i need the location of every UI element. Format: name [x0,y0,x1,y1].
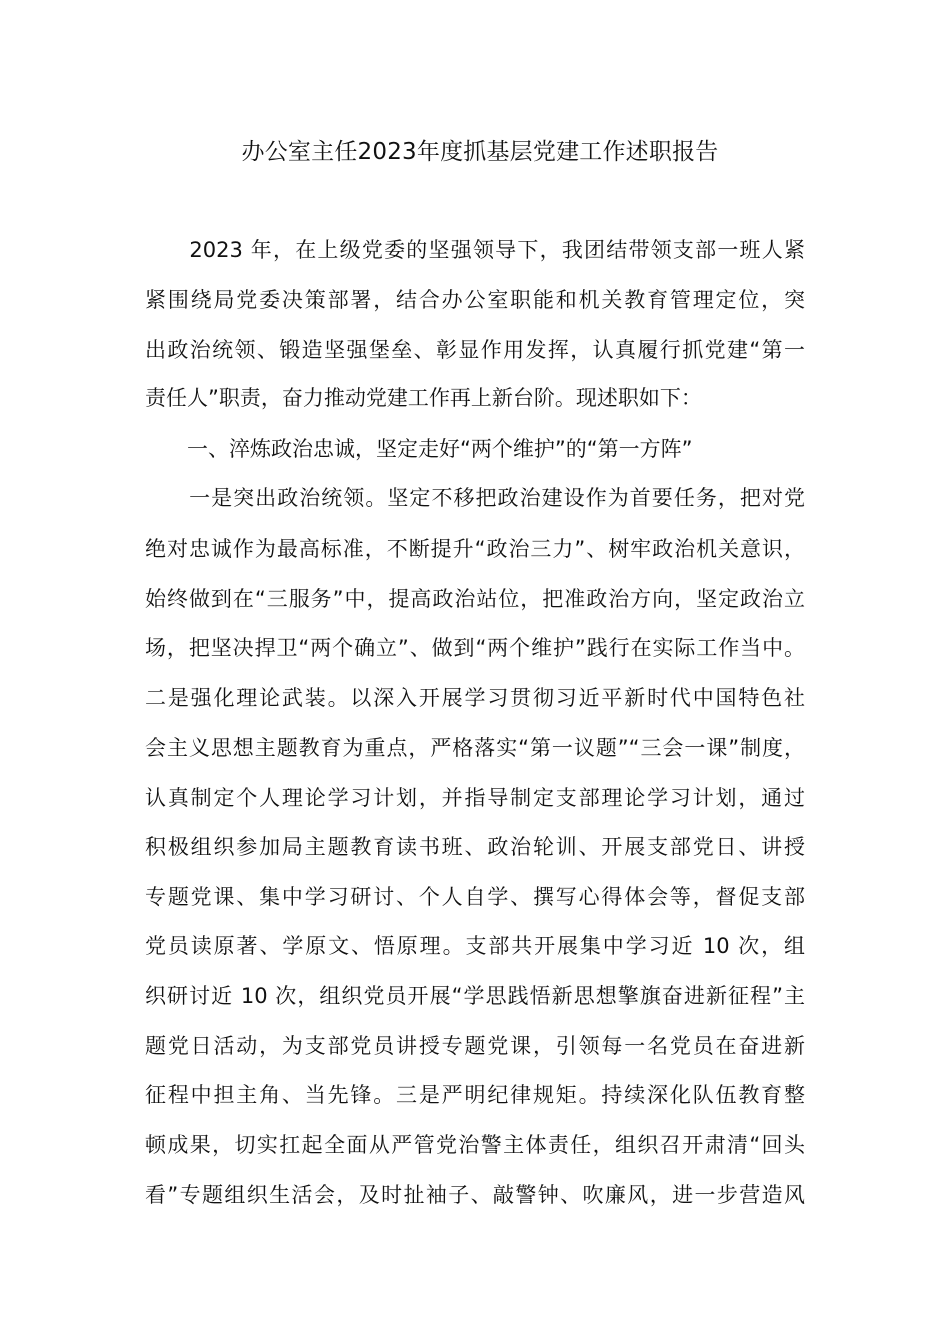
paragraph-line: 看”专题组织生活会，及时扯袖子、敲警钟、吹廉风，进一步营造风 [145,1183,805,1207]
paragraph-line: 始终做到在“三服务”中，提高政治站位，把准政治方向，坚定政治立 [145,587,805,611]
paragraph-line: 党员读原著、学原文、悟原理。支部共开展集中学习近 10 次，组 [145,934,805,958]
paragraph-line: 题党日活动，为支部党员讲授专题党课，引领每一名党员在奋进新 [145,1034,805,1058]
paragraph-line: 征程中担主角、当先锋。三是严明纪律规矩。持续深化队伍教育整 [145,1083,805,1107]
paragraph-line: 二是强化理论武装。以深入开展学习贯彻习近平新时代中国特色社 [145,686,805,710]
paragraph-line: 顿成果，切实扛起全面从严管党治警主体责任，组织召开肃清“回头 [145,1133,805,1157]
paragraph-line: 专题党课、集中学习研讨、个人自学、撰写心得体会等，督促支部 [145,885,805,909]
document-title: 办公室主任2023年度抓基层党建工作述职报告 [241,139,719,165]
section-heading: 一、淬炼政治忠诚，坚定走好“两个维护”的“第一方阵” [145,437,693,461]
paragraph-line: 认真制定个人理论学习计划，并指导制定支部理论学习计划，通过 [145,786,805,810]
paragraph-line: 出政治统领、锻造坚强堡垒、彰显作用发挥，认真履行抓党建“第一 [145,338,805,362]
paragraph-line: 紧围绕局党委决策部署，结合办公室职能和机关教育管理定位，突 [145,288,805,312]
paragraph-line: 积极组织参加局主题教育读书班、政治轮训、开展支部党日、讲授 [145,835,805,859]
paragraph-line: 2023 年，在上级党委的坚强领导下，我团结带领支部一班人紧 [145,238,805,262]
paragraph-line: 织研讨近 10 次，组织党员开展“学思践悟新思想擎旗奋进新征程”主 [145,984,805,1008]
paragraph-line: 场，把坚决捍卫“两个确立”、做到“两个维护”践行在实际工作当中。 [145,636,805,660]
paragraph-line: 会主义思想主题教育为重点，严格落实“第一议题”“三会一课”制度， [145,736,805,760]
paragraph-line: 一是突出政治统领。坚定不移把政治建设作为首要任务，把对党 [145,486,805,510]
paragraph-line: 责任人”职责，奋力推动党建工作再上新台阶。现述职如下： [145,386,702,410]
paragraph-line: 绝对忠诚作为最高标准，不断提升“政治三力”、树牢政治机关意识， [145,537,805,561]
